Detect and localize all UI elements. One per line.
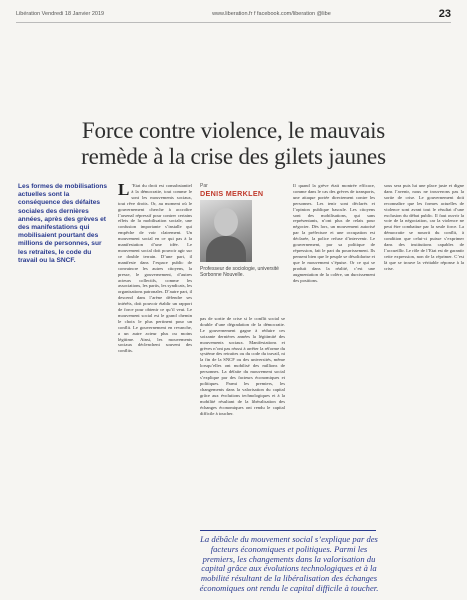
author-photo bbox=[200, 200, 252, 262]
article-lead: Les formes de mobilisations actuelles sont la conséquence des défaites sociales des dernières années, après des grèves et des manifestations qui mobilisaient pourtant des millions de personnes, sur les retraites, le code du travail ou la SNCF. bbox=[18, 183, 108, 264]
page-header bbox=[16, 6, 451, 23]
author-caption: Professeur de sociologie, université Sorbonne Nouvelle. bbox=[200, 266, 279, 279]
byline-par: Par bbox=[200, 183, 208, 189]
pull-quote: La débâcle du mouvement social s’explique par des facteurs économiques et politiques. Parmi les premiers, les changements dans la valorisation du capital grâce aux évolutions technologiques et à la mobilité résultant de la libéralisation des échanges économiques ont rendu le capital difficile à toucher. bbox=[199, 534, 379, 593]
column-2: pas de sortie de crise si le conflit social se double d’une dégradation de la démocratie. Le gouvernement gagne à réduire ces soixante dernières années la légitimité des mouvements sociaux. Manifestations et grèves n’ont pas réussi à arrêter la réforme du système des retraites ou du code du travail, ni la fin de la SNCF ou des universités, même lorsqu’elles ont mobilisé des millions de personnes. La défaite du mouvement social s’explique par des facteurs économiques et politiques. Parmi les premiers, les changements dans la valorisation du capital grâce aux évolutions technologiques et à la mobilité résultant de la libéralisation des échanges économiques ont rendu le capital difficile à toucher. bbox=[200, 316, 285, 416]
column-3: Il quand la grève était montrée efficace, comme dans le cas des grèves de transports, une attaque portée directement contre les personnes. Les tenir sont déclarés et l’opinion publique bascule. Les citoyens sont des mobilisations, qui sans représentants, n’ont plus de relais pour négocier. Dès lors, un mouvement autorisé par la préfecture et une occupation est déclarée, la police refuse d’intervenir. Le gouvernement, par sa politique de répression, fait le pari du pourrissement. Ils pensent bien que le peuple se désolidarise et que le mouvement s’épuise. Or ce qui se produit dans la réalité, c’est une augmentation de la colère, un durcissement des positions. bbox=[293, 183, 375, 283]
photo-head-shape bbox=[214, 208, 238, 236]
photo-body-shape bbox=[206, 236, 246, 262]
column-4: sous sera puis lui une place juste et digne dans l’avenir, nous ne trouverons pas la sortie de crise. Le gouvernement doit reconnaître que les formes actuelles de violence sont avant tout le résultat d’une exclusion du débat public. Il faut ouvrir la voie de la négociation, car la violence ne peut être combattue par la seule force. La démocratie se nourrit du conflit, à condition que celui-ci puisse s’exprimer dans des institutions capables de l’accueillir. Le rôle de l’Etat est de garantir cette expression, non de la réprimer. C’est là que se trouve la véritable réponse à la crise. bbox=[384, 183, 464, 271]
header-links[interactable]: www.liberation.fr f facebook.com/liberation @libe bbox=[212, 11, 331, 17]
author-name: DENIS MERKLEN bbox=[200, 189, 264, 198]
page-number: 23 bbox=[438, 8, 451, 20]
byline bbox=[200, 183, 285, 198]
drop-cap: L bbox=[118, 183, 130, 199]
column-1 bbox=[118, 183, 192, 588]
title-line-2: remède à la crise des gilets jaunes bbox=[81, 144, 386, 169]
article-title bbox=[38, 118, 429, 170]
header-date: Libération Vendredi 18 Janvier 2019 bbox=[16, 11, 105, 17]
column-1-text: ’Etat du droit est consubstantiel à la démocratie, tout comme le sont les mouvements sociaux, tout rêve droits. Or, au moment où le gouvernement cherche à accroître l’arsenal répressif pour contrer certains effets de la mobilisation sociale, une confusion importante s’installe qui empêche de voir clairement. Un mouvement social en ce qui pas à la manifestation d’une idée. Le mouvement social doit pouvoir agir sur ce double terrain. D’une part, il manifeste dans l’espace public de convaincre les autres citoyens, la presse, le gouvernement, d’autres acteurs collectifs, comme les associations, les partis, les syndicats, les organisations patronales. D’autre part, il descend dans l’arène défendre ses intérêts, doit pouvoir établir un rapport de force pour obtenir ce qu’il veut. Le mouvement social est le grand chemin le choix le plus pertinent pour un conflit. Le gouvernement en revanche, a un autre acteur plus ou moins légitime. Ainsi, les mouvements sociaux déclenchent souvent des conflits. bbox=[118, 183, 192, 354]
title-line-1: Force contre violence, le mauvais bbox=[81, 118, 386, 143]
pull-quote-rule bbox=[200, 530, 376, 531]
